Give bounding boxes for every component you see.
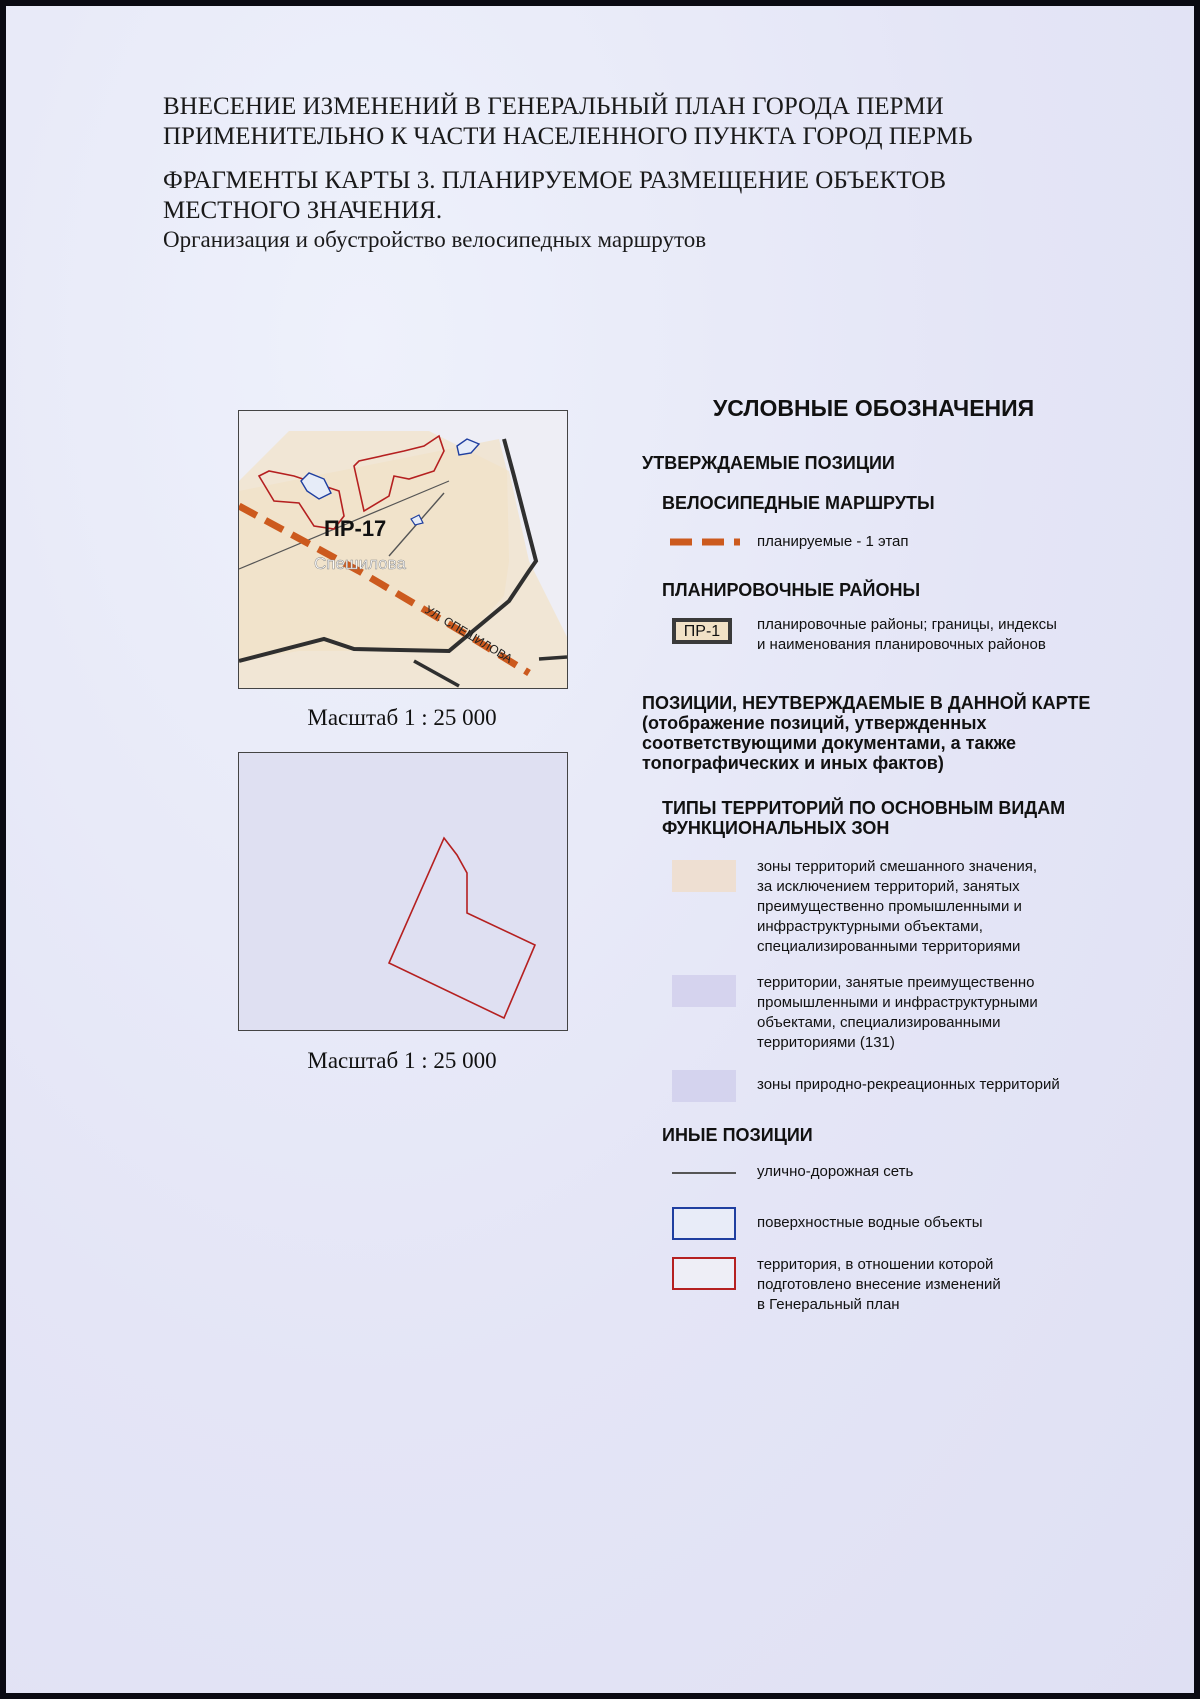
recreation-zone-swatch <box>672 1070 736 1102</box>
mixed-zone-swatch <box>672 860 736 892</box>
legend-title: УСЛОВНЫЕ ОБОЗНАЧЕНИЯ <box>713 395 1035 421</box>
change-area-swatch <box>672 1257 736 1290</box>
districts-heading: ПЛАНИРОВОЧНЫЕ РАЙОНЫ <box>662 580 921 600</box>
not-approved-heading-3: соответствующими документами, а также <box>642 733 1017 753</box>
zones-heading-2: ФУНКЦИОНАЛЬНЫХ ЗОН <box>662 818 890 838</box>
district-text-1: планировочные районы; границы, индексы <box>757 616 1057 633</box>
industrial-text-3: объектами, специализированными <box>757 1014 1001 1031</box>
district-name: Спешилова <box>314 554 406 573</box>
road-swatch <box>672 1170 736 1176</box>
map-fragment-2[interactable] <box>238 752 568 1031</box>
heading-line-1: ВНЕСЕНИЕ ИЗМЕНЕНИЙ В ГЕНЕРАЛЬНЫЙ ПЛАН ГОРОДА ПЕРМИ <box>163 93 944 120</box>
district-swatch: ПР-1 <box>672 618 732 644</box>
other-heading: ИНЫЕ ПОЗИЦИИ <box>662 1125 813 1145</box>
map-scale-1: Масштаб 1 : 25 000 <box>307 705 497 730</box>
water-swatch <box>672 1207 736 1240</box>
industrial-text-4: территориями (131) <box>757 1034 895 1051</box>
district-text-2: и наименования планировочных районов <box>757 636 1046 653</box>
bike-route-planned-label: планируемые - 1 этап <box>757 533 909 550</box>
mixed-zone-text-3: преимущественно промышленными и <box>757 898 1022 915</box>
mixed-zone-text-5: специализированными территориями <box>757 938 1021 955</box>
change-text-2: подготовлено внесение изменений <box>757 1276 1001 1293</box>
map-fragment-1[interactable] <box>238 410 568 689</box>
not-approved-heading-4: топографических и иных фактов) <box>642 753 944 773</box>
change-text-3: в Генеральный план <box>757 1296 900 1313</box>
not-approved-heading-1: ПОЗИЦИИ, НЕУТВЕРЖДАЕМЫЕ В ДАННОЙ КАРТЕ <box>642 693 1091 713</box>
mixed-zone-text-1: зоны территорий смешанного значения, <box>757 858 1038 875</box>
roads-text: улично-дорожная сеть <box>757 1163 914 1180</box>
not-approved-heading-2: (отображение позиций, утвержденных <box>642 713 987 733</box>
street-label: УЛ. СПЕШИЛОВА <box>422 602 515 666</box>
recreation-text: зоны природно-рекреационных территорий <box>757 1076 1060 1093</box>
industrial-text-2: промышленными и инфраструктурными <box>757 994 1038 1011</box>
water-text: поверхностные водные объекты <box>757 1214 983 1231</box>
district-label: ПР-17 <box>324 516 387 541</box>
mixed-zone-text-2: за исключением территорий, занятых <box>757 878 1020 895</box>
heading-line-4: МЕСТНОГО ЗНАЧЕНИЯ. <box>163 197 443 224</box>
heading-line-5: Организация и обустройство велосипедных маршрутов <box>163 227 707 252</box>
change-text-1: территория, в отношении которой <box>757 1256 994 1273</box>
industrial-zone-swatch <box>672 975 736 1007</box>
industrial-text-1: территории, занятые преимущественно <box>757 974 1035 991</box>
bike-routes-heading: ВЕЛОСИПЕДНЫЕ МАРШРУТЫ <box>662 493 935 513</box>
heading-line-3: ФРАГМЕНТЫ КАРТЫ 3. ПЛАНИРУЕМОЕ РАЗМЕЩЕНИЕ ОБЪЕКТОВ <box>163 167 947 194</box>
approved-heading: УТВЕРЖДАЕМЫЕ ПОЗИЦИИ <box>642 453 895 473</box>
document-heading <box>163 92 1123 254</box>
map-scale-2: Масштаб 1 : 25 000 <box>307 1048 497 1073</box>
heading-line-2: ПРИМЕНИТЕЛЬНО К ЧАСТИ НАСЕЛЕННОГО ПУНКТА ГОРОД ПЕРМЬ <box>163 123 973 150</box>
mixed-zone-text-4: инфраструктурными объектами, <box>757 918 983 935</box>
zones-heading-1: ТИПЫ ТЕРРИТОРИЙ ПО ОСНОВНЫМ ВИДАМ <box>662 798 1066 818</box>
bike-route-swatch <box>670 535 740 549</box>
